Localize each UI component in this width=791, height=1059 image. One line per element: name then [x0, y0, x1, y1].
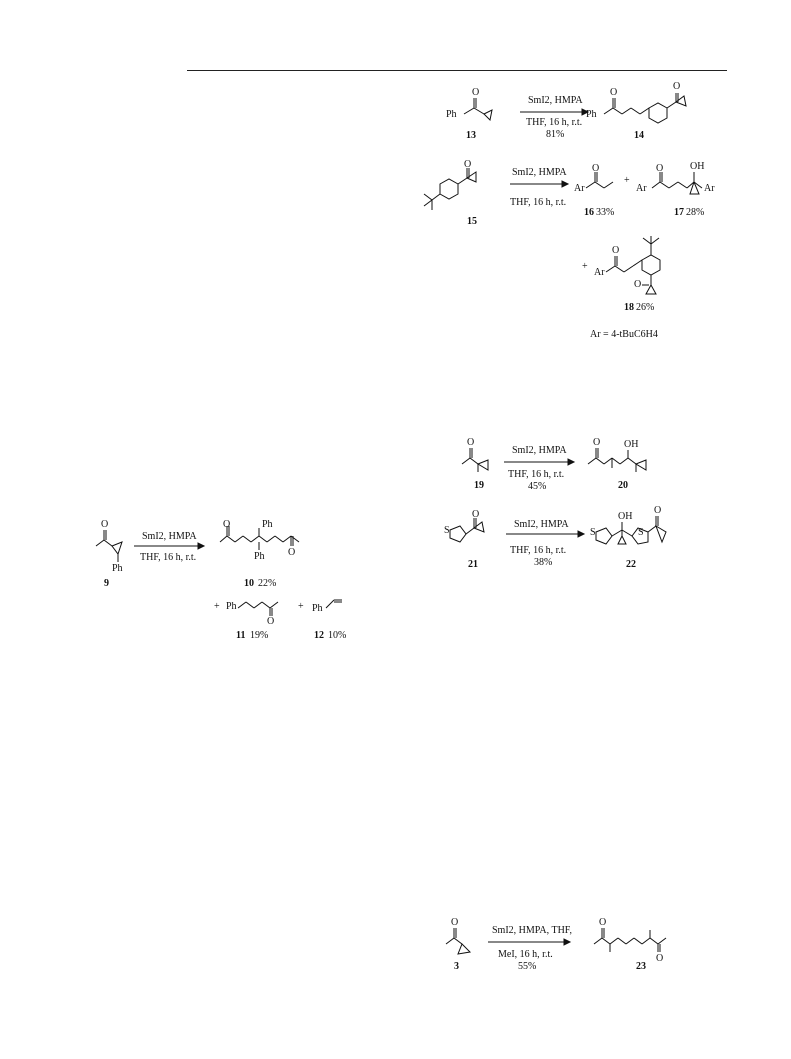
- scheme-21-structures: [440, 510, 720, 570]
- yield-text: 55%: [518, 961, 537, 972]
- scheme-21-to-22: [440, 505, 720, 570]
- plus-sign: +: [298, 601, 304, 612]
- ar-label: Ar: [636, 183, 647, 194]
- carbonyl-o: O: [656, 953, 664, 964]
- yield-text: 81%: [546, 129, 565, 140]
- carbonyl-o: O: [467, 437, 475, 448]
- compound-label-14: 14: [634, 130, 644, 141]
- reagent-text: SmI2, HMPA: [142, 531, 197, 542]
- carbonyl-o: O: [612, 245, 620, 256]
- reagent-text: SmI2, HMPA: [514, 519, 569, 530]
- compound-label-19: 19: [474, 480, 484, 491]
- ar-label: Ar: [704, 183, 715, 194]
- oh-label: OH: [624, 439, 639, 450]
- scheme-19-structures: [456, 438, 696, 498]
- yield-18: 26%: [636, 302, 655, 313]
- compound-label-11: 11: [236, 630, 246, 641]
- carbonyl-o: O: [656, 163, 664, 174]
- scheme-15-products: [410, 160, 740, 350]
- ph-label: Ph: [262, 519, 273, 530]
- ph-label: Ph: [586, 109, 597, 120]
- carbonyl-o: O: [288, 547, 296, 558]
- carbonyl-o: O: [101, 519, 109, 530]
- reagent-text: SmI2, HMPA: [512, 445, 567, 456]
- ph-label: Ph: [112, 563, 123, 574]
- ph-label: Ph: [312, 603, 323, 614]
- sulfur-label: S: [590, 527, 596, 538]
- carbonyl-o: O: [610, 87, 618, 98]
- plus-sign: +: [214, 601, 220, 612]
- yield-11: 19%: [250, 630, 269, 641]
- ph-label: Ph: [446, 109, 457, 120]
- carbonyl-o: O: [472, 87, 480, 98]
- carbonyl-o: O: [464, 159, 472, 170]
- carbonyl-o: O: [592, 163, 600, 174]
- carbonyl-o: O: [451, 917, 459, 928]
- carbonyl-o: O: [654, 505, 662, 516]
- carbonyl-o: O: [223, 519, 231, 530]
- compound-label-3: 3: [454, 961, 459, 972]
- compound-label-12: 12: [314, 630, 324, 641]
- sulfur-label: S: [444, 525, 450, 536]
- conditions-text: THF, 16 h, r.t.: [526, 117, 583, 128]
- yield-17: 28%: [686, 207, 705, 218]
- compound-label-10: 10: [244, 578, 254, 589]
- scheme-13-to-14: [440, 81, 740, 153]
- carbonyl-o: O: [634, 279, 642, 290]
- ar-label: Ar: [574, 183, 585, 194]
- compound-label-16: 16: [584, 207, 594, 218]
- carbonyl-o: O: [599, 917, 607, 928]
- compound-label-13: 13: [466, 130, 476, 141]
- compound-label-21: 21: [468, 559, 478, 570]
- compound-label-15: 15: [467, 216, 477, 227]
- scheme-9-structures: [90, 520, 370, 645]
- yield-16: 33%: [596, 207, 615, 218]
- reagent-text: SmI2, HMPA, THF,: [492, 925, 573, 936]
- scheme-13-structures: [440, 88, 740, 153]
- yield-text: 45%: [528, 481, 547, 492]
- carbonyl-o: O: [673, 81, 681, 92]
- ph-label: Ph: [254, 551, 265, 562]
- conditions-text: THF, 16 h, r.t.: [140, 552, 197, 563]
- oh-label: OH: [690, 161, 705, 172]
- compound-label-17: 17: [674, 207, 684, 218]
- plus-sign: +: [624, 175, 630, 186]
- header-rule: [187, 70, 727, 71]
- sulfur-label: S: [638, 527, 644, 538]
- plus-sign: +: [582, 261, 588, 272]
- yield-10: 22%: [258, 578, 277, 589]
- reagent-text: SmI2, HMPA: [528, 95, 583, 106]
- reagent-text: SmI2, HMPA: [512, 167, 567, 178]
- scheme-19-to-20: [456, 438, 696, 498]
- yield-12: 10%: [328, 630, 347, 641]
- scheme-9-products: [90, 520, 370, 645]
- yield-text: 38%: [534, 557, 553, 568]
- ar-definition: Ar = 4-tBuC6H4: [590, 329, 658, 340]
- carbonyl-o: O: [593, 437, 601, 448]
- carbonyl-o: O: [267, 616, 275, 627]
- compound-label-18: 18: [624, 302, 634, 313]
- compound-label-22: 22: [626, 559, 636, 570]
- conditions-text: THF, 16 h, r.t.: [510, 197, 567, 208]
- conditions-text: THF, 16 h, r.t.: [508, 469, 565, 480]
- carbonyl-o: O: [472, 509, 480, 520]
- scheme-3-to-23: [440, 918, 700, 978]
- conditions-text: THF, 16 h, r.t.: [510, 545, 567, 556]
- compound-label-23: 23: [636, 961, 646, 972]
- compound-label-20: 20: [618, 480, 628, 491]
- ar-label: Ar: [594, 267, 605, 278]
- oh-label: OH: [618, 511, 633, 522]
- conditions-text: MeI, 16 h, r.t.: [498, 949, 553, 960]
- compound-label-9: 9: [104, 578, 109, 589]
- ph-label: Ph: [226, 601, 237, 612]
